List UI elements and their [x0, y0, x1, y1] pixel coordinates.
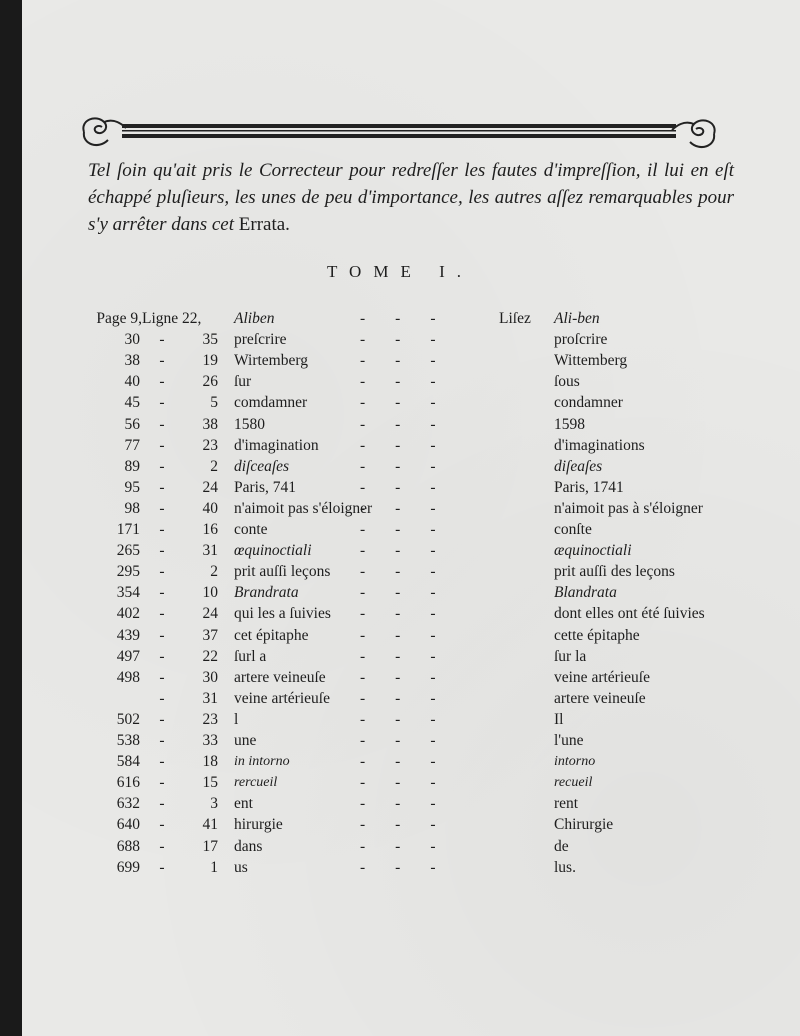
correct-reading: æquinoctiali [554, 542, 632, 560]
correct-reading: intorno [554, 754, 596, 770]
wrong-reading: ſur [234, 373, 252, 391]
wrong-reading: conte [234, 521, 268, 538]
line-number: 5 [210, 394, 218, 412]
wrong-reading: d'imagination [234, 436, 319, 454]
table-row [0, 857, 800, 878]
table-row [0, 793, 800, 814]
page-number: 402 [116, 605, 140, 623]
table-row [0, 350, 800, 371]
correct-reading: l'une [554, 732, 584, 749]
page-number: 632 [116, 795, 140, 813]
table-row [0, 709, 800, 730]
table-row [0, 540, 800, 561]
leader-dots: --- [360, 499, 466, 517]
table-row [0, 814, 800, 835]
page-number: 295 [116, 563, 140, 581]
table-row [0, 519, 800, 540]
page-number: 77 [124, 436, 140, 454]
dash-separator: - [159, 795, 165, 813]
leader-dots: --- [360, 689, 466, 707]
correct-reading: artere veineuſe [554, 689, 646, 707]
wrong-reading: œquinoctiali [234, 542, 312, 560]
leader-dots: --- [360, 710, 466, 728]
leader-dots: --- [360, 563, 466, 581]
page-number: 171 [116, 521, 140, 538]
line-number: 16 [202, 521, 218, 538]
table-row [0, 667, 800, 688]
dash-separator: - [159, 626, 165, 644]
dash-separator: - [159, 774, 165, 792]
table-row [0, 498, 800, 519]
dash-separator: - [159, 521, 165, 538]
wrong-reading: us [234, 858, 248, 876]
table-row [0, 625, 800, 646]
table-row [0, 371, 800, 392]
dash-separator: - [159, 394, 165, 412]
correct-reading: lus. [554, 858, 576, 876]
leader-dots: --- [360, 732, 466, 749]
page-number: 498 [116, 668, 140, 686]
dash-separator: - [159, 415, 165, 433]
leader-dots: --- [360, 647, 466, 665]
correct-reading: prit auſſi des leçons [554, 563, 675, 581]
wrong-reading: prit auſſi leçons [234, 563, 331, 581]
correct-reading: d'imaginations [554, 436, 645, 454]
dash-separator: - [159, 753, 165, 771]
page-number: 89 [124, 457, 140, 475]
wrong-reading: 1580 [234, 415, 265, 433]
wrong-reading: ſurl a [234, 647, 267, 665]
leader-dots: --- [360, 394, 466, 412]
correct-reading: Paris, 1741 [554, 478, 624, 496]
table-row [0, 688, 800, 709]
table-row [0, 582, 800, 603]
line-number: 31 [202, 542, 218, 560]
line-number: 40 [202, 499, 218, 517]
correct-reading: dont elles ont été ſuivies [554, 605, 705, 623]
wrong-reading: comdamner [234, 394, 308, 412]
correct-reading: recueil [554, 775, 593, 791]
leader-dots: --- [360, 373, 466, 391]
line-number: 37 [202, 626, 218, 644]
wrong-reading: qui les a ſuivies [234, 605, 331, 623]
correct-reading: de [554, 837, 569, 855]
dash-separator: - [159, 647, 165, 665]
line-number: 1 [210, 858, 218, 876]
leader-dots: --- [360, 542, 466, 560]
table-row [0, 836, 800, 857]
wrong-reading: Wirtemberg [234, 352, 308, 370]
leader-dots: --- [360, 331, 466, 349]
table-row [0, 751, 800, 772]
wrong-reading: ent [234, 795, 253, 813]
page-number: 30 [124, 331, 140, 349]
dash-separator: - [159, 563, 165, 581]
page-number: 354 [116, 584, 140, 602]
line-number: 33 [202, 732, 218, 749]
correct-reading: ſous [554, 373, 580, 391]
leader-dots: --- [360, 626, 466, 644]
line-number: 35 [202, 331, 218, 349]
dash-separator: - [159, 436, 165, 454]
line-number: 26 [202, 373, 218, 391]
page-number: 40 [124, 373, 140, 391]
leader-dots: --- [360, 352, 466, 370]
correct-reading: veine artérieuſe [554, 668, 650, 686]
page-number: 502 [116, 710, 140, 728]
page-number: 38 [124, 352, 140, 370]
correct-reading: Wittemberg [554, 352, 628, 370]
dash-separator: - [159, 542, 165, 560]
line-number: 3 [210, 795, 218, 813]
intro-paragraph [88, 157, 734, 238]
correct-reading: Ali-ben [554, 310, 600, 327]
correct-reading: n'aimoit pas à s'éloigner [554, 499, 703, 517]
dash-separator: - [159, 584, 165, 602]
dash-separator: - [159, 331, 165, 349]
dash-separator: - [159, 605, 165, 623]
wrong-reading: dans [234, 837, 263, 855]
wrong-reading: diſceaſes [234, 457, 290, 475]
table-row [0, 329, 800, 350]
leader-dots: --- [360, 415, 466, 433]
page-number: 439 [116, 626, 140, 644]
wrong-reading: Aliben [234, 310, 275, 327]
wrong-reading: Paris, 741 [234, 478, 296, 496]
wrong-reading: rercueil [234, 775, 278, 791]
correct-reading: Blandrata [554, 584, 617, 602]
page-number: 95 [124, 478, 140, 496]
table-row [0, 603, 800, 624]
line-number: 2 [210, 457, 218, 475]
line-number: 23 [202, 436, 218, 454]
wrong-reading: Brandrata [234, 584, 299, 602]
leader-dots: --- [360, 795, 466, 813]
errata-word: Errata. [238, 214, 290, 235]
line-number: 38 [202, 415, 218, 433]
dash-separator: - [159, 499, 165, 517]
table-row [0, 392, 800, 413]
line-number: 17 [202, 837, 218, 855]
intro-text: Tel ſoin qu'ait pris le Correcteur pour redreſſer les fautes d'impreſſion, il lui en eſt échappé pluſieurs, les unes de peu d'importance, les autres aſſez remarquables pour s'y arrêter dans cet [88, 160, 734, 235]
page-number: 699 [116, 858, 140, 876]
leader-dots: --- [360, 521, 466, 538]
table-row [0, 435, 800, 456]
correct-reading: Chirurgie [554, 816, 614, 834]
leader-dots: --- [360, 457, 466, 475]
dash-separator: - [159, 478, 165, 496]
leader-dots: --- [360, 478, 466, 496]
wrong-reading: hirurgie [234, 816, 283, 834]
wrong-reading: preſcrire [234, 331, 287, 349]
table-row [0, 646, 800, 667]
page-label: Page 9, [96, 310, 142, 327]
leader-dots: --- [360, 837, 466, 855]
correct-reading: diſeaſes [554, 457, 603, 475]
lisez-label: Liſez [499, 310, 531, 327]
dash-separator: - [159, 373, 165, 391]
wrong-reading: cet épitaphe [234, 626, 309, 644]
page-number: 640 [116, 816, 140, 834]
correct-reading: rent [554, 795, 579, 813]
wrong-reading: une [234, 732, 257, 749]
wrong-reading: n'aimoit pas s'éloigner [234, 499, 373, 517]
table-row [0, 477, 800, 498]
dash-separator: - [159, 837, 165, 855]
leader-dots: --- [360, 816, 466, 834]
line-number: 41 [202, 816, 218, 834]
page-number: 688 [116, 837, 140, 855]
dash-separator: - [159, 710, 165, 728]
correct-reading: ſur la [554, 647, 587, 665]
line-number: 18 [202, 753, 218, 771]
dash-separator: - [159, 858, 165, 876]
page-number: 45 [124, 394, 140, 412]
ligne-label: Ligne 22, [142, 310, 202, 327]
page-number: 98 [124, 499, 140, 517]
correct-reading: cette épitaphe [554, 626, 640, 644]
line-number: 30 [202, 668, 218, 686]
leader-dots: --- [360, 605, 466, 623]
page-number: 265 [116, 542, 140, 560]
dash-separator: - [159, 689, 165, 707]
dash-separator: - [159, 732, 165, 749]
line-number: 31 [202, 689, 218, 707]
table-row [0, 561, 800, 582]
correct-reading: Il [554, 710, 564, 728]
page-number: 616 [116, 774, 140, 792]
table-row [0, 772, 800, 793]
line-number: 10 [202, 584, 218, 602]
leader-dots: --- [360, 310, 466, 327]
line-number: 24 [202, 605, 218, 623]
table-row [0, 456, 800, 477]
line-number: 19 [202, 352, 218, 370]
wrong-reading: in intorno [234, 754, 290, 770]
page-number: 497 [116, 647, 140, 665]
leader-dots: --- [360, 668, 466, 686]
line-number: 22 [202, 647, 218, 665]
correct-reading: condamner [554, 394, 623, 412]
dash-separator: - [159, 352, 165, 370]
wrong-reading: l [234, 710, 239, 728]
correct-reading: proſcrire [554, 331, 608, 349]
line-number: 2 [210, 563, 218, 581]
table-row [0, 730, 800, 751]
table-row [0, 414, 800, 435]
page-number: 538 [116, 732, 140, 749]
leader-dots: --- [360, 753, 466, 771]
line-number: 15 [202, 774, 218, 792]
table-header-row [0, 308, 800, 329]
leader-dots: --- [360, 774, 466, 792]
correct-reading: 1598 [554, 415, 585, 433]
correct-reading: conſte [554, 521, 592, 538]
page-number: 56 [124, 415, 140, 433]
page-number: 584 [116, 753, 140, 771]
leader-dots: --- [360, 858, 466, 876]
wrong-reading: veine artérieuſe [234, 689, 330, 707]
line-number: 24 [202, 478, 218, 496]
line-number: 23 [202, 710, 218, 728]
leader-dots: --- [360, 436, 466, 454]
dash-separator: - [159, 816, 165, 834]
leader-dots: --- [360, 584, 466, 602]
ornamental-rule [78, 110, 720, 154]
dash-separator: - [159, 457, 165, 475]
wrong-reading: artere veineuſe [234, 668, 326, 686]
tome-heading: TOME I. [326, 262, 473, 281]
dash-separator: - [159, 668, 165, 686]
